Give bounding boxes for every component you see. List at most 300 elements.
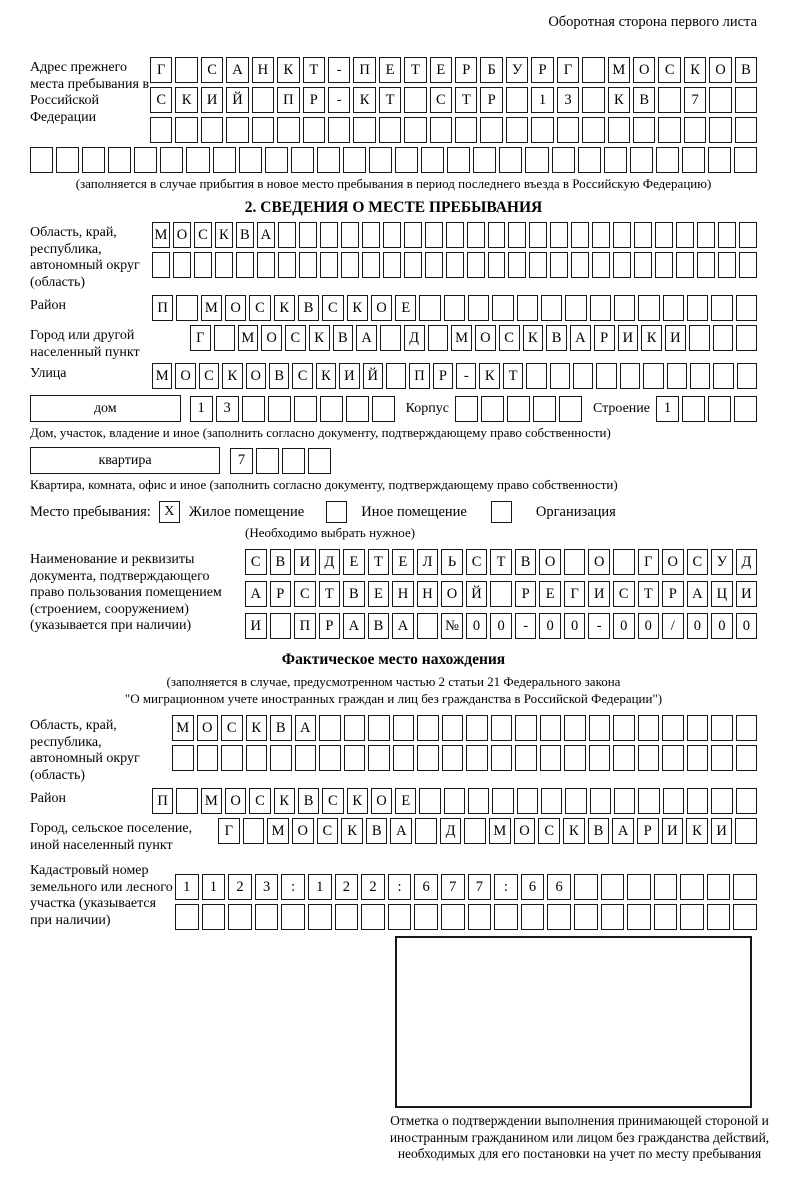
char-box[interactable]: М xyxy=(267,818,289,844)
char-box[interactable]: У xyxy=(506,57,528,83)
char-box[interactable] xyxy=(393,745,415,771)
char-box[interactable] xyxy=(328,117,350,143)
char-box[interactable]: 1 xyxy=(656,396,679,422)
char-box[interactable] xyxy=(638,745,660,771)
char-box[interactable]: 1 xyxy=(190,396,213,422)
char-box[interactable] xyxy=(299,222,317,248)
char-box[interactable]: Е xyxy=(368,581,390,607)
char-box[interactable]: С xyxy=(292,363,312,389)
char-box[interactable] xyxy=(176,295,197,321)
char-box[interactable] xyxy=(175,904,199,930)
char-box[interactable] xyxy=(320,396,343,422)
char-box[interactable] xyxy=(383,252,401,278)
char-box[interactable]: М xyxy=(201,788,222,814)
char-box[interactable] xyxy=(256,448,279,474)
char-box[interactable]: 2 xyxy=(361,874,385,900)
char-box[interactable]: К xyxy=(175,87,197,113)
char-box[interactable] xyxy=(464,818,486,844)
char-box[interactable] xyxy=(533,396,556,422)
char-box[interactable]: - xyxy=(328,87,350,113)
char-box[interactable] xyxy=(517,788,538,814)
char-box[interactable]: 0 xyxy=(711,613,733,639)
char-box[interactable] xyxy=(30,147,53,173)
char-box[interactable]: Ц xyxy=(711,581,733,607)
char-box[interactable]: П xyxy=(152,788,173,814)
char-box[interactable]: К xyxy=(274,295,295,321)
char-box[interactable] xyxy=(565,788,586,814)
char-box[interactable] xyxy=(662,715,684,741)
char-box[interactable]: А xyxy=(687,581,709,607)
char-box[interactable]: 0 xyxy=(564,613,586,639)
char-box[interactable]: С xyxy=(538,818,560,844)
char-box[interactable]: Л xyxy=(417,549,439,575)
char-box[interactable] xyxy=(592,252,610,278)
char-box[interactable]: С xyxy=(613,581,635,607)
char-box[interactable]: С xyxy=(317,818,339,844)
char-box[interactable] xyxy=(56,147,79,173)
char-box[interactable] xyxy=(735,117,757,143)
char-box[interactable] xyxy=(589,745,611,771)
char-box[interactable]: Т xyxy=(379,87,401,113)
char-box[interactable] xyxy=(430,117,452,143)
char-box[interactable]: И xyxy=(736,581,758,607)
char-box[interactable]: : xyxy=(388,874,412,900)
char-box[interactable] xyxy=(711,715,733,741)
char-box[interactable] xyxy=(466,745,488,771)
char-box[interactable] xyxy=(582,117,604,143)
char-box[interactable] xyxy=(697,252,715,278)
char-box[interactable] xyxy=(172,745,194,771)
char-box[interactable] xyxy=(707,904,731,930)
char-box[interactable] xyxy=(526,363,546,389)
char-box[interactable]: 0 xyxy=(539,613,561,639)
char-box[interactable] xyxy=(488,222,506,248)
char-box[interactable]: И xyxy=(245,613,267,639)
char-box[interactable] xyxy=(540,715,562,741)
char-box[interactable] xyxy=(197,745,219,771)
char-box[interactable] xyxy=(737,363,757,389)
char-box[interactable]: А xyxy=(245,581,267,607)
char-box[interactable] xyxy=(492,295,513,321)
char-box[interactable] xyxy=(736,715,758,741)
char-box[interactable]: Г xyxy=(557,57,579,83)
char-box[interactable] xyxy=(739,252,757,278)
char-box[interactable] xyxy=(270,745,292,771)
char-box[interactable]: С xyxy=(466,549,488,575)
char-box[interactable] xyxy=(718,252,736,278)
char-box[interactable] xyxy=(633,117,655,143)
char-box[interactable] xyxy=(320,222,338,248)
char-box[interactable]: И xyxy=(665,325,686,351)
char-box[interactable]: С xyxy=(285,325,306,351)
char-box[interactable] xyxy=(221,745,243,771)
char-box[interactable] xyxy=(393,715,415,741)
char-box[interactable] xyxy=(571,252,589,278)
char-box[interactable] xyxy=(419,788,440,814)
char-box[interactable]: Д xyxy=(440,818,462,844)
char-box[interactable]: К xyxy=(309,325,330,351)
char-box[interactable] xyxy=(341,252,359,278)
char-box[interactable] xyxy=(246,745,268,771)
char-box[interactable]: 3 xyxy=(557,87,579,113)
char-box[interactable]: К xyxy=(608,87,630,113)
char-box[interactable] xyxy=(718,222,736,248)
char-box[interactable] xyxy=(480,117,502,143)
char-box[interactable]: С xyxy=(194,222,212,248)
char-box[interactable] xyxy=(613,222,631,248)
char-box[interactable]: П xyxy=(277,87,299,113)
char-box[interactable] xyxy=(690,363,710,389)
char-box[interactable]: К xyxy=(274,788,295,814)
char-box[interactable] xyxy=(404,222,422,248)
char-box[interactable] xyxy=(281,904,305,930)
char-box[interactable] xyxy=(571,222,589,248)
char-box[interactable]: В xyxy=(368,613,390,639)
char-box[interactable]: О xyxy=(175,363,195,389)
char-box[interactable]: 1 xyxy=(175,874,199,900)
char-box[interactable] xyxy=(268,396,291,422)
char-box[interactable] xyxy=(379,117,401,143)
char-box[interactable] xyxy=(344,715,366,741)
char-box[interactable]: В xyxy=(298,788,319,814)
char-box[interactable]: 7 xyxy=(684,87,706,113)
char-box[interactable]: В xyxy=(588,818,610,844)
char-box[interactable]: Р xyxy=(480,87,502,113)
char-box[interactable]: 7 xyxy=(441,874,465,900)
char-box[interactable] xyxy=(446,222,464,248)
char-box[interactable]: У xyxy=(711,549,733,575)
char-box[interactable]: Т xyxy=(404,57,426,83)
char-box[interactable]: О xyxy=(475,325,496,351)
char-box[interactable]: Й xyxy=(466,581,488,607)
char-box[interactable] xyxy=(467,252,485,278)
char-box[interactable]: И xyxy=(201,87,223,113)
char-box[interactable] xyxy=(369,147,392,173)
char-box[interactable] xyxy=(521,904,545,930)
char-box[interactable]: М xyxy=(608,57,630,83)
char-box[interactable] xyxy=(441,904,465,930)
char-box[interactable]: 0 xyxy=(638,613,660,639)
char-box[interactable]: 7 xyxy=(468,874,492,900)
char-box[interactable] xyxy=(655,252,673,278)
char-box[interactable]: Р xyxy=(270,581,292,607)
char-box[interactable]: О xyxy=(197,715,219,741)
char-box[interactable] xyxy=(541,295,562,321)
char-box[interactable] xyxy=(344,745,366,771)
char-box[interactable] xyxy=(404,252,422,278)
char-box[interactable]: 1 xyxy=(308,874,332,900)
char-box[interactable] xyxy=(582,87,604,113)
char-box[interactable] xyxy=(455,396,478,422)
char-box[interactable]: 0 xyxy=(613,613,635,639)
char-box[interactable]: 0 xyxy=(466,613,488,639)
char-box[interactable] xyxy=(362,222,380,248)
char-box[interactable] xyxy=(697,222,715,248)
char-box[interactable] xyxy=(444,295,465,321)
char-box[interactable]: - xyxy=(328,57,350,83)
char-box[interactable]: М xyxy=(238,325,259,351)
char-box[interactable] xyxy=(739,222,757,248)
char-box[interactable] xyxy=(682,396,705,422)
char-box[interactable] xyxy=(708,147,731,173)
char-box[interactable]: М xyxy=(152,222,170,248)
char-box[interactable]: С xyxy=(199,363,219,389)
char-box[interactable] xyxy=(455,117,477,143)
char-box[interactable]: / xyxy=(662,613,684,639)
char-box[interactable]: П xyxy=(152,295,173,321)
char-box[interactable] xyxy=(711,788,732,814)
char-box[interactable]: : xyxy=(494,874,518,900)
char-box[interactable] xyxy=(604,147,627,173)
char-box[interactable] xyxy=(491,715,513,741)
char-box[interactable] xyxy=(395,147,418,173)
char-box[interactable] xyxy=(278,252,296,278)
char-box[interactable]: В xyxy=(298,295,319,321)
char-box[interactable]: 0 xyxy=(736,613,758,639)
char-box[interactable]: - xyxy=(588,613,610,639)
char-box[interactable]: Т xyxy=(319,581,341,607)
char-box[interactable] xyxy=(252,87,274,113)
char-box[interactable] xyxy=(417,745,439,771)
char-box[interactable]: О xyxy=(292,818,314,844)
char-box[interactable]: - xyxy=(515,613,537,639)
char-box[interactable] xyxy=(663,788,684,814)
char-box[interactable] xyxy=(508,222,526,248)
char-box[interactable] xyxy=(689,325,710,351)
char-box[interactable] xyxy=(353,117,375,143)
char-box[interactable]: 7 xyxy=(230,448,253,474)
char-box[interactable]: В xyxy=(546,325,567,351)
char-box[interactable] xyxy=(654,904,678,930)
char-box[interactable] xyxy=(368,715,390,741)
char-box[interactable] xyxy=(515,745,537,771)
char-box[interactable]: 6 xyxy=(521,874,545,900)
char-box[interactable] xyxy=(236,252,254,278)
char-box[interactable] xyxy=(239,147,262,173)
char-box[interactable] xyxy=(213,147,236,173)
char-box[interactable]: 1 xyxy=(531,87,553,113)
char-box[interactable] xyxy=(447,147,470,173)
char-box[interactable]: С xyxy=(249,788,270,814)
char-box[interactable] xyxy=(150,117,172,143)
char-box[interactable]: К xyxy=(222,363,242,389)
char-box[interactable] xyxy=(687,788,708,814)
char-box[interactable] xyxy=(383,222,401,248)
char-box[interactable] xyxy=(255,904,279,930)
char-box[interactable] xyxy=(658,117,680,143)
char-box[interactable]: 3 xyxy=(255,874,279,900)
char-box[interactable] xyxy=(608,117,630,143)
char-box[interactable]: Р xyxy=(637,818,659,844)
char-box[interactable] xyxy=(175,117,197,143)
char-box[interactable]: Р xyxy=(455,57,477,83)
char-box[interactable] xyxy=(108,147,131,173)
char-box[interactable] xyxy=(596,363,616,389)
char-box[interactable]: К xyxy=(277,57,299,83)
char-box[interactable] xyxy=(506,87,528,113)
char-box[interactable] xyxy=(295,745,317,771)
char-box[interactable]: Ь xyxy=(441,549,463,575)
char-box[interactable] xyxy=(228,904,252,930)
char-box[interactable] xyxy=(488,252,506,278)
char-box[interactable]: О xyxy=(633,57,655,83)
char-box[interactable]: К xyxy=(353,87,375,113)
char-box[interactable] xyxy=(574,904,598,930)
char-box[interactable]: И xyxy=(294,549,316,575)
char-box[interactable]: О xyxy=(514,818,536,844)
char-box[interactable] xyxy=(319,715,341,741)
char-box[interactable] xyxy=(341,222,359,248)
char-box[interactable] xyxy=(676,252,694,278)
char-box[interactable] xyxy=(711,295,732,321)
char-box[interactable] xyxy=(613,715,635,741)
char-box[interactable]: № xyxy=(441,613,463,639)
char-box[interactable] xyxy=(134,147,157,173)
char-box[interactable]: Р xyxy=(531,57,553,83)
char-box[interactable]: Т xyxy=(503,363,523,389)
char-box[interactable] xyxy=(643,363,663,389)
char-box[interactable] xyxy=(294,396,317,422)
char-box[interactable] xyxy=(684,117,706,143)
char-box[interactable] xyxy=(308,448,331,474)
char-box[interactable]: С xyxy=(249,295,270,321)
char-box[interactable] xyxy=(380,325,401,351)
char-box[interactable]: М xyxy=(201,295,222,321)
char-box[interactable] xyxy=(713,325,734,351)
char-box[interactable]: 0 xyxy=(687,613,709,639)
char-box[interactable] xyxy=(494,904,518,930)
char-box[interactable] xyxy=(613,745,635,771)
char-box[interactable] xyxy=(529,252,547,278)
char-box[interactable]: Е xyxy=(343,549,365,575)
char-box[interactable]: П xyxy=(294,613,316,639)
char-box[interactable] xyxy=(663,295,684,321)
char-box[interactable]: К xyxy=(246,715,268,741)
char-box[interactable] xyxy=(541,788,562,814)
char-box[interactable]: В xyxy=(633,87,655,113)
char-box[interactable] xyxy=(467,222,485,248)
char-box[interactable]: К xyxy=(347,295,368,321)
char-box[interactable]: Е xyxy=(379,57,401,83)
char-box[interactable]: Н xyxy=(252,57,274,83)
char-box[interactable] xyxy=(277,117,299,143)
char-box[interactable] xyxy=(590,295,611,321)
char-box[interactable] xyxy=(529,222,547,248)
char-box[interactable]: - xyxy=(456,363,476,389)
char-box[interactable] xyxy=(614,295,635,321)
char-box[interactable] xyxy=(582,57,604,83)
char-box[interactable]: С xyxy=(150,87,172,113)
char-box[interactable] xyxy=(425,222,443,248)
char-box[interactable]: К xyxy=(347,788,368,814)
char-box[interactable]: 3 xyxy=(216,396,239,422)
char-box[interactable] xyxy=(491,745,513,771)
char-box[interactable]: Р xyxy=(303,87,325,113)
char-box[interactable]: А xyxy=(356,325,377,351)
char-box[interactable] xyxy=(368,745,390,771)
char-box[interactable]: П xyxy=(409,363,429,389)
char-box[interactable]: А xyxy=(570,325,591,351)
char-box[interactable] xyxy=(82,147,105,173)
char-box[interactable] xyxy=(735,87,757,113)
char-box[interactable] xyxy=(194,252,212,278)
char-box[interactable]: С xyxy=(294,581,316,607)
char-box[interactable] xyxy=(734,396,757,422)
char-box[interactable] xyxy=(508,252,526,278)
char-box[interactable] xyxy=(638,715,660,741)
char-box[interactable] xyxy=(417,613,439,639)
char-box[interactable]: И xyxy=(711,818,733,844)
char-box[interactable] xyxy=(687,745,709,771)
char-box[interactable]: Е xyxy=(392,549,414,575)
char-box[interactable]: М xyxy=(172,715,194,741)
char-box[interactable]: К xyxy=(684,57,706,83)
char-box[interactable] xyxy=(662,745,684,771)
char-box[interactable] xyxy=(627,874,651,900)
char-box[interactable] xyxy=(620,363,640,389)
char-box[interactable]: А xyxy=(612,818,634,844)
char-box[interactable]: : xyxy=(281,874,305,900)
char-box[interactable]: С xyxy=(322,295,343,321)
char-box[interactable] xyxy=(736,788,757,814)
char-box[interactable]: Р xyxy=(433,363,453,389)
char-box[interactable] xyxy=(388,904,412,930)
char-box[interactable]: Т xyxy=(368,549,390,575)
char-box[interactable] xyxy=(361,904,385,930)
char-box[interactable]: О xyxy=(441,581,463,607)
char-box[interactable] xyxy=(733,874,757,900)
char-box[interactable] xyxy=(707,874,731,900)
char-box[interactable] xyxy=(303,117,325,143)
char-box[interactable] xyxy=(564,715,586,741)
char-box[interactable]: Г xyxy=(638,549,660,575)
char-box[interactable] xyxy=(630,147,653,173)
char-box[interactable] xyxy=(346,396,369,422)
char-box[interactable] xyxy=(564,745,586,771)
char-box[interactable] xyxy=(243,818,265,844)
char-box[interactable] xyxy=(638,788,659,814)
char-box[interactable] xyxy=(573,363,593,389)
char-box[interactable] xyxy=(552,147,575,173)
char-box[interactable]: О xyxy=(539,549,561,575)
char-box[interactable]: В xyxy=(515,549,537,575)
char-box[interactable]: 2 xyxy=(228,874,252,900)
char-box[interactable]: Т xyxy=(303,57,325,83)
char-box[interactable]: Г xyxy=(564,581,586,607)
char-box[interactable] xyxy=(655,222,673,248)
char-box[interactable]: В xyxy=(735,57,757,83)
char-box[interactable] xyxy=(589,715,611,741)
char-box[interactable] xyxy=(428,325,449,351)
char-box[interactable] xyxy=(442,745,464,771)
char-box[interactable] xyxy=(425,252,443,278)
char-box[interactable] xyxy=(473,147,496,173)
char-box[interactable]: 2 xyxy=(335,874,359,900)
char-box[interactable] xyxy=(160,147,183,173)
char-box[interactable]: В xyxy=(270,549,292,575)
char-box[interactable] xyxy=(667,363,687,389)
char-box[interactable]: К xyxy=(641,325,662,351)
char-box[interactable]: А xyxy=(343,613,365,639)
char-box[interactable] xyxy=(680,874,704,900)
char-box[interactable]: К xyxy=(686,818,708,844)
char-box[interactable]: Е xyxy=(539,581,561,607)
char-box[interactable]: Д xyxy=(319,549,341,575)
char-box[interactable]: А xyxy=(226,57,248,83)
char-box[interactable] xyxy=(343,147,366,173)
char-box[interactable]: П xyxy=(353,57,375,83)
char-box[interactable]: Е xyxy=(395,295,416,321)
